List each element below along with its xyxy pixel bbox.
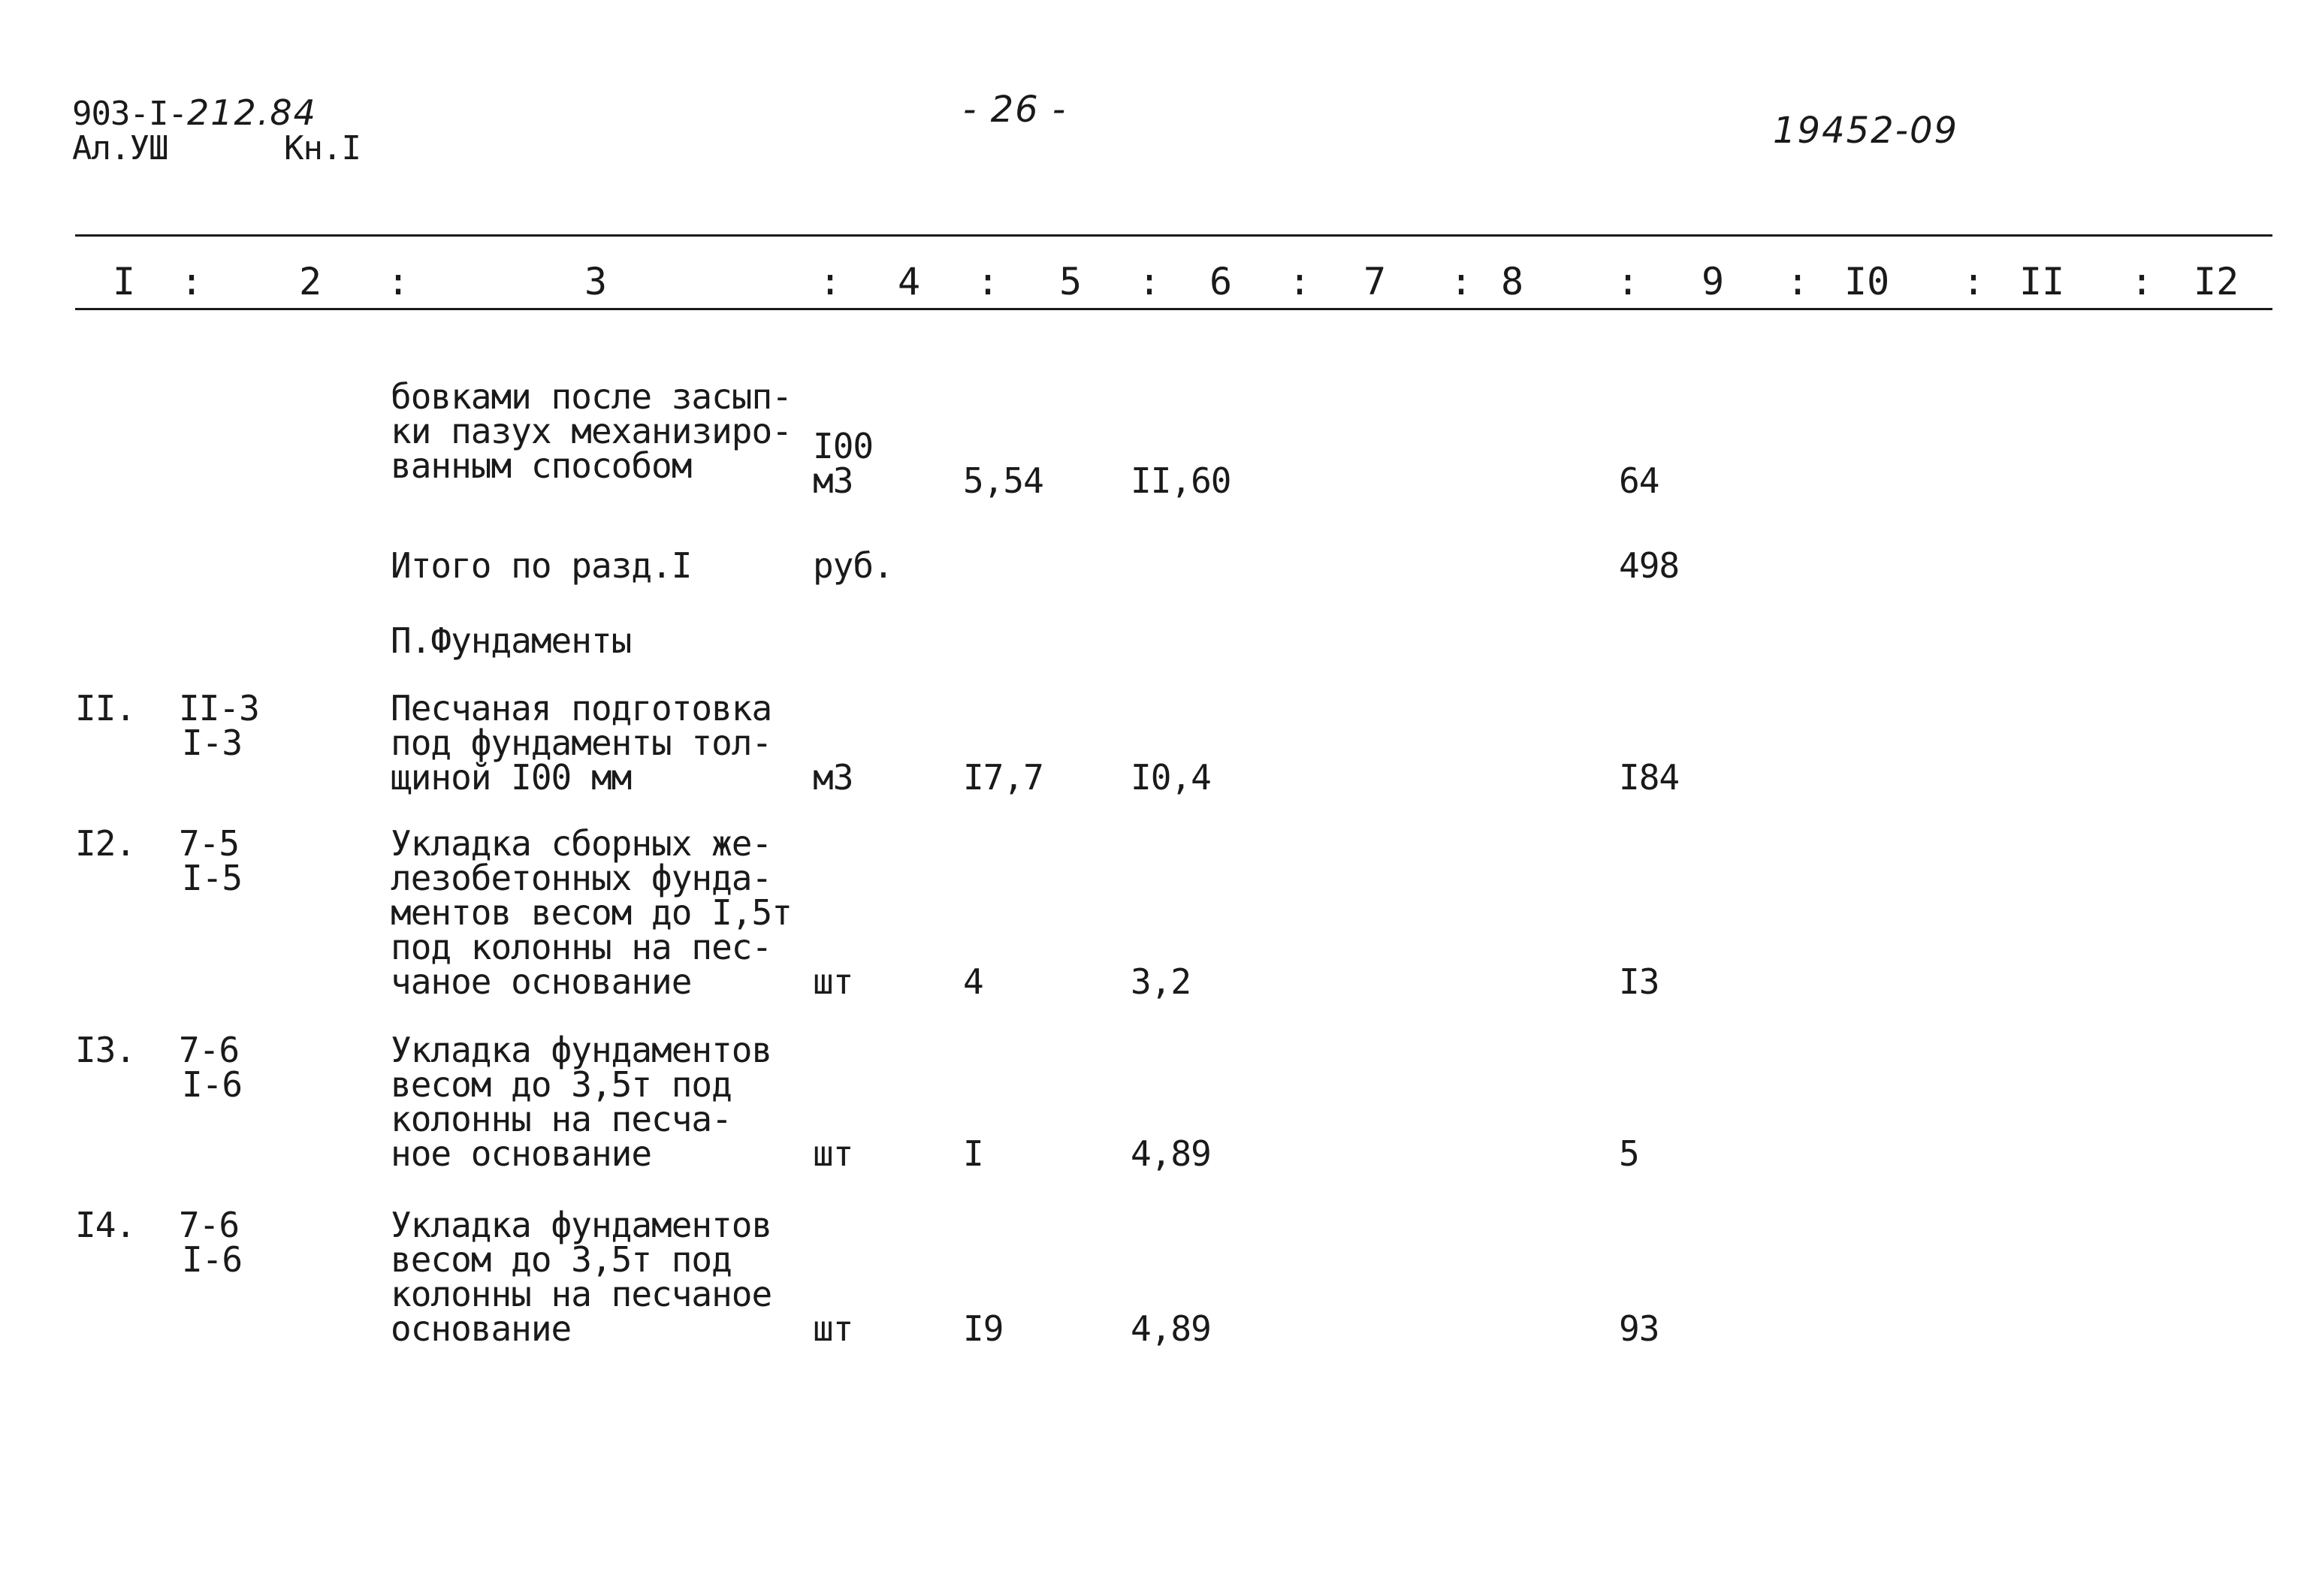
norm-code: I-3 [182, 723, 243, 763]
work-description-line: Укладка фундаментов [391, 1030, 772, 1070]
column-number-rule [75, 308, 2272, 310]
work-description-line: колонны на песчаное [391, 1274, 772, 1314]
column-separator: : [1288, 260, 1312, 303]
unit-of-measure: I00 [813, 426, 874, 466]
column-number: 2 [299, 260, 322, 303]
column-number: 9 [1702, 260, 1725, 303]
work-description-line: П.Фундаменты [391, 620, 632, 661]
total-cost: 498 [1619, 545, 1680, 586]
work-description-line: ное основание [391, 1133, 652, 1174]
work-description-line: весом до 3,5т под [391, 1239, 732, 1280]
total-cost: I3 [1619, 961, 1659, 1002]
norm-code: 7-6 [179, 1205, 240, 1245]
book-label: Кн.I [284, 129, 361, 167]
norm-code: I-6 [182, 1239, 243, 1280]
column-separator: : [2130, 260, 2154, 303]
column-separator: : [387, 260, 410, 303]
total-cost: I84 [1619, 757, 1680, 798]
column-number: I2 [2194, 260, 2239, 303]
row-number: I2. [75, 823, 136, 864]
work-description-line: ванным способом [391, 445, 692, 486]
column-separator: : [1962, 260, 1985, 303]
unit-price: II,60 [1131, 460, 1231, 501]
quantity: I7,7 [963, 757, 1043, 798]
work-description-line: основание [391, 1308, 572, 1349]
total-cost: 93 [1619, 1308, 1659, 1349]
work-description-line: ментов весом до I,5т [391, 892, 792, 933]
quantity: 5,54 [963, 460, 1043, 501]
page-number: - 26 - [963, 89, 1067, 131]
unit-of-measure: шт [813, 961, 853, 1002]
work-description-line: под фундаменты тол- [391, 723, 772, 763]
work-description-line: ки пазух механизиро- [391, 411, 792, 451]
total-cost: 64 [1619, 460, 1659, 501]
norm-code: 7-6 [179, 1030, 240, 1070]
document-code [72, 92, 317, 133]
work-description-line: лезобетонных фунда- [391, 858, 772, 898]
inventory-number: 19452-09 [1773, 110, 1959, 152]
work-description-line: Укладка сборных же- [391, 823, 772, 864]
work-description-line: колонны на песча- [391, 1099, 732, 1139]
document-code-typed: 903-I- [72, 95, 187, 133]
unit-price: 4,89 [1131, 1133, 1211, 1174]
norm-code: 7-5 [179, 823, 240, 864]
norm-code: I-6 [182, 1064, 243, 1105]
column-number: 3 [584, 260, 608, 303]
column-number: 4 [898, 260, 921, 303]
work-description-line: Песчаная подготовка [391, 688, 772, 729]
column-number: 8 [1501, 260, 1524, 303]
row-number: II. [75, 688, 136, 729]
norm-code: I-5 [182, 858, 243, 898]
unit-of-measure: м3 [813, 460, 853, 501]
album-label: Ал.УШ [72, 129, 168, 167]
quantity: I9 [963, 1308, 1004, 1349]
norm-code: II-3 [179, 688, 259, 729]
column-separator: : [180, 260, 204, 303]
total-cost: 5 [1619, 1133, 1639, 1174]
work-description-line: чаное основание [391, 961, 692, 1002]
work-description-line: Укладка фундаментов [391, 1205, 772, 1245]
unit-of-measure: шт [813, 1308, 853, 1349]
unit-price: 4,89 [1131, 1308, 1211, 1349]
work-description-line: бовками после засып- [391, 376, 792, 417]
work-description-line: весом до 3,5т под [391, 1064, 732, 1105]
work-description-line: под колонны на пес- [391, 927, 772, 967]
unit-of-measure: руб. [813, 545, 893, 586]
column-separator: : [1450, 260, 1473, 303]
top-rule [75, 234, 2272, 237]
unit-price: I0,4 [1131, 757, 1211, 798]
column-number: 5 [1059, 260, 1083, 303]
row-number: I3. [75, 1030, 136, 1070]
column-number: I [113, 260, 136, 303]
column-separator: : [1138, 260, 1161, 303]
document-code-handwritten: 212.84 [186, 92, 317, 133]
quantity: 4 [963, 961, 983, 1002]
column-number: 6 [1209, 260, 1233, 303]
column-separator: : [1617, 260, 1640, 303]
unit-of-measure: м3 [813, 757, 853, 798]
row-number: I4. [75, 1205, 136, 1245]
unit-of-measure: шт [813, 1133, 853, 1174]
quantity: I [963, 1133, 983, 1174]
column-separator: : [977, 260, 1000, 303]
column-number: I0 [1844, 260, 1890, 303]
column-number: II [2019, 260, 2065, 303]
column-separator: : [819, 260, 842, 303]
column-separator: : [1786, 260, 1810, 303]
unit-price: 3,2 [1131, 961, 1191, 1002]
column-number: 7 [1363, 260, 1387, 303]
work-description-line: щиной I00 мм [391, 757, 632, 798]
work-description-line: Итого по разд.I [391, 545, 692, 586]
